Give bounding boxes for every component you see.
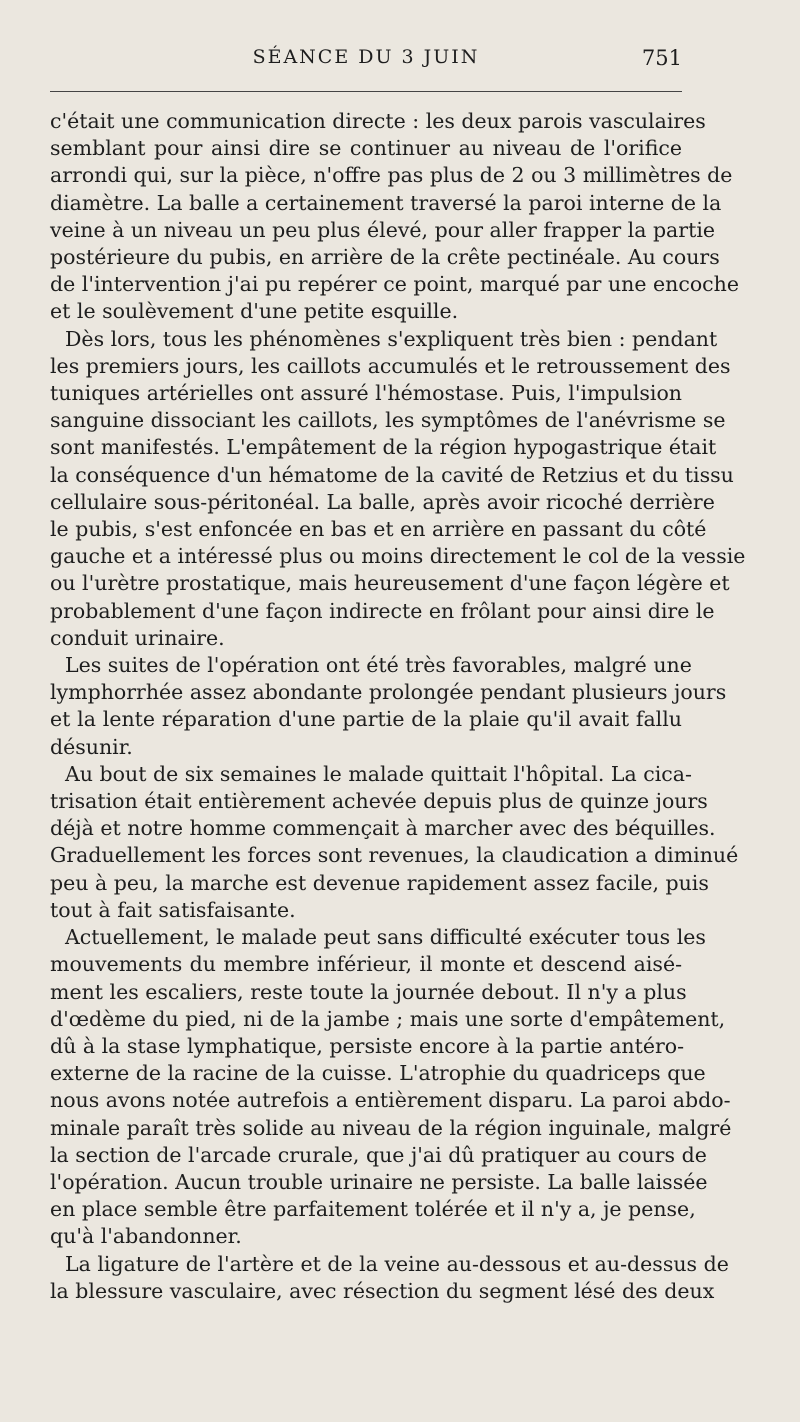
text-line: gauche et a intéressé plus ou moins directement le col de la vessie bbox=[50, 544, 746, 569]
text-line: tout à fait satisfaisante. bbox=[50, 897, 296, 922]
paragraph bbox=[50, 108, 739, 326]
text-line: Au bout de six semaines le malade quittait l'hôpital. La cica- bbox=[65, 761, 692, 786]
text-line: qu'à l'abandonner. bbox=[50, 1224, 242, 1249]
paragraph bbox=[50, 924, 732, 1250]
text-line: minale paraît très solide au niveau de la région inguinale, malgré bbox=[50, 1115, 732, 1140]
text-line: sanguine dissociant les caillots, les symptômes de l'anévrisme se bbox=[50, 408, 726, 433]
paragraph bbox=[50, 652, 727, 761]
text-line: la section de l'arcade crurale, que j'ai dû pratiquer au cours de bbox=[50, 1142, 707, 1167]
page-number: 751 bbox=[641, 46, 682, 70]
page-header bbox=[50, 46, 682, 86]
text-line: ment les escaliers, reste toute la journée debout. Il n'y a plus bbox=[50, 979, 687, 1004]
text-line: Actuellement, le malade peut sans difficulté exécuter tous les bbox=[65, 925, 706, 950]
text-line: et la lente réparation d'une partie de la plaie qu'il avait fallu bbox=[50, 707, 682, 732]
text-line: le pubis, s'est enfoncée en bas et en arrière en passant du côté bbox=[50, 517, 707, 542]
text-line: postérieure du pubis, en arrière de la crête pectinéale. Au cours bbox=[50, 245, 720, 270]
text-line: veine à un niveau un peu plus élevé, pour aller frapper la partie bbox=[50, 217, 716, 242]
header-rule bbox=[50, 91, 682, 92]
text-line: externe de la racine de la cuisse. L'atrophie du quadriceps que bbox=[50, 1061, 706, 1086]
text-line: mouvements du membre inférieur, il monte et descend aisé- bbox=[50, 952, 682, 977]
text-line: conduit urinaire. bbox=[50, 625, 225, 650]
text-line: la conséquence d'un hématome de la cavité de Retzius et du tissu bbox=[50, 462, 734, 487]
text-line: les premiers jours, les caillots accumulés et le retroussement des bbox=[50, 353, 731, 378]
text-line: c'était une communication directe : les deux parois vasculaires bbox=[50, 109, 706, 133]
text-line: semblant pour ainsi dire se continuer au niveau de l'orifice bbox=[50, 136, 682, 161]
text-line: de l'intervention j'ai pu repérer ce point, marqué par une encoche bbox=[50, 272, 739, 297]
text-line: Les suites de l'opération ont été très favorables, malgré une bbox=[65, 653, 692, 678]
text-line: La ligature de l'artère et de la veine au-dessous et au-dessus de bbox=[65, 1251, 729, 1276]
text-line: déjà et notre homme commençait à marcher avec des béquilles. bbox=[50, 816, 716, 841]
text-line: la blessure vasculaire, avec résection du segment lésé des deux bbox=[50, 1278, 715, 1303]
text-line: tuniques artérielles ont assuré l'hémostase. Puis, l'impulsion bbox=[50, 381, 682, 406]
text-line: Dès lors, tous les phénomènes s'expliquent très bien : pendant bbox=[65, 326, 718, 351]
paragraph bbox=[50, 1251, 729, 1305]
text-line: nous avons notée autrefois a entièrement disparu. La paroi abdo- bbox=[50, 1088, 731, 1113]
text-line: probablement d'une façon indirecte en frôlant pour ainsi dire le bbox=[50, 598, 715, 623]
running-title: SÉANCE DU 3 JUIN bbox=[252, 46, 480, 68]
paragraph bbox=[50, 761, 739, 924]
text-line: et le soulèvement d'une petite esquille. bbox=[50, 299, 459, 324]
text-line: sont manifestés. L'empâtement de la région hypogastrique était bbox=[50, 435, 717, 460]
text-line: d'œdème du pied, ni de la jambe ; mais une sorte d'empâtement, bbox=[50, 1006, 726, 1031]
text-line: peu à peu, la marche est devenue rapidement assez facile, puis bbox=[50, 870, 709, 895]
text-line: diamètre. La balle a certainement traversé la paroi interne de la bbox=[50, 190, 722, 215]
text-line: lymphorrhée assez abondante prolongée pendant plusieurs jours bbox=[50, 680, 727, 705]
text-line: dû à la stase lymphatique, persiste encore à la partie antéro- bbox=[50, 1033, 685, 1058]
paragraph bbox=[50, 326, 746, 652]
text-line: arrondi qui, sur la pièce, n'offre pas plus de 2 ou 3 millimètres de bbox=[50, 163, 733, 188]
text-line: cellulaire sous-péritonéal. La balle, après avoir ricoché derrière bbox=[50, 489, 715, 514]
body-text bbox=[50, 108, 746, 1305]
text-line: Graduellement les forces sont revenues, la claudication a diminué bbox=[50, 843, 739, 868]
text-line: en place semble être parfaitement tolérée et il n'y a, je pense, bbox=[50, 1197, 696, 1222]
text-line: ou l'urètre prostatique, mais heureusement d'une façon légère et bbox=[50, 571, 730, 596]
text-line: l'opération. Aucun trouble urinaire ne persiste. La balle laissée bbox=[50, 1169, 708, 1194]
text-line: désunir. bbox=[50, 734, 133, 759]
text-line: trisation était entièrement achevée depuis plus de quinze jours bbox=[50, 789, 708, 814]
